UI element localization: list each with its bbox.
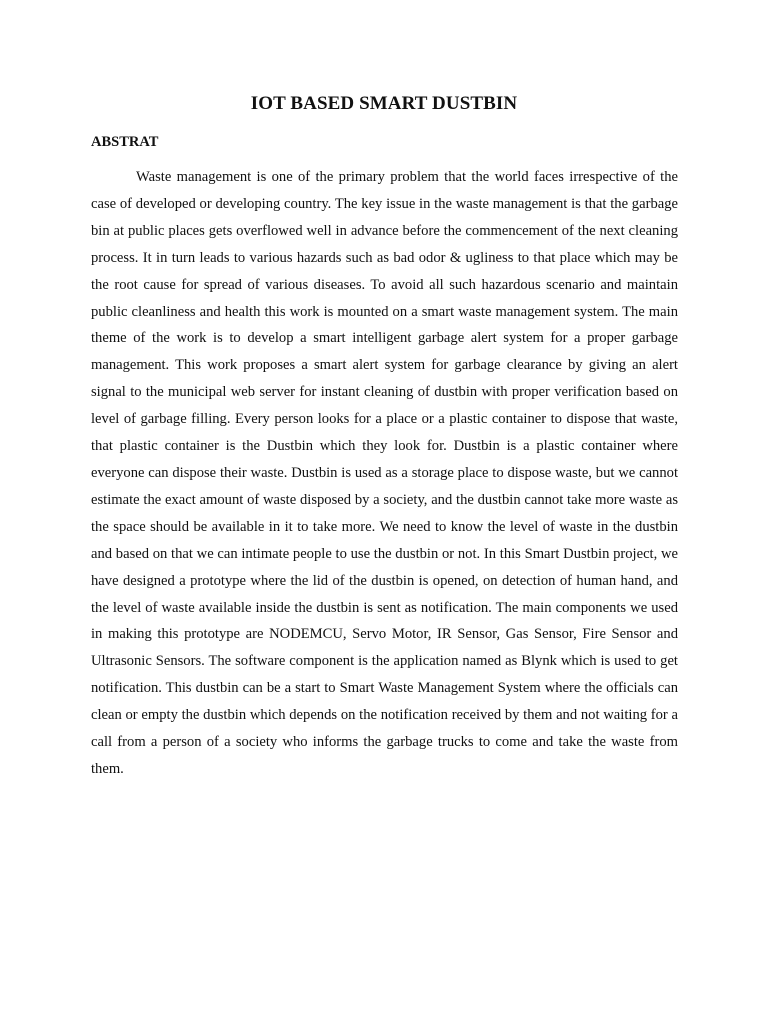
abstract-paragraph: Waste management is one of the primary problem that the world faces irrespective of the case of developed or developing country. The key issue in the waste management is that the garbage bin at public places gets overflowed well in advance before the commencement of the next cleaning process. It in turn leads to various hazards such as bad odor & ugliness to that place which may be the root cause for spread of various diseases. To avoid all such hazardous scenario and maintain public cleanliness and health this work is mounted on a smart waste management system. The main theme of the work is to develop a smart intelligent garbage alert system for a proper garbage management. This work proposes a smart alert system for garbage clearance by giving an alert signal to the municipal web server for instant cleaning of dustbin with proper verification based on level of garbage filling. Every person looks for a place or a plastic container to dispose that waste, that plastic container is the Dustbin which they look for. Dustbin is a plastic container where everyone can dispose their waste. Dustbin is used as a storage place to dispose waste, but we cannot estimate the exact amount of waste disposed by a society, and the dustbin cannot take more waste as the space should be available in it to take more. We need to know the level of waste in the dustbin and based on that we can intimate people to use the dustbin or not. In this Smart Dustbin project, we have designed a prototype where the lid of the dustbin is opened, on detection of human hand, and the level of waste available inside the dustbin is sent as notification. The main components we used in making this prototype are NODEMCU, Servo Motor, IR Sensor, Gas Sensor, Fire Sensor and Ultrasonic Sensors. The software component is the application named as Blynk which is used to get notification. This dustbin can be a start to Smart Waste Management System where the officials can clean or empty the dustbin which depends on the notification received by them and not waiting for a call from a person of a society who informs the garbage trucks to come and take the waste from them.	[91, 169, 678, 777]
document-title: IOT BASED SMART DUSTBIN	[250, 93, 518, 114]
abstract-heading: ABSTRAT	[91, 134, 159, 150]
